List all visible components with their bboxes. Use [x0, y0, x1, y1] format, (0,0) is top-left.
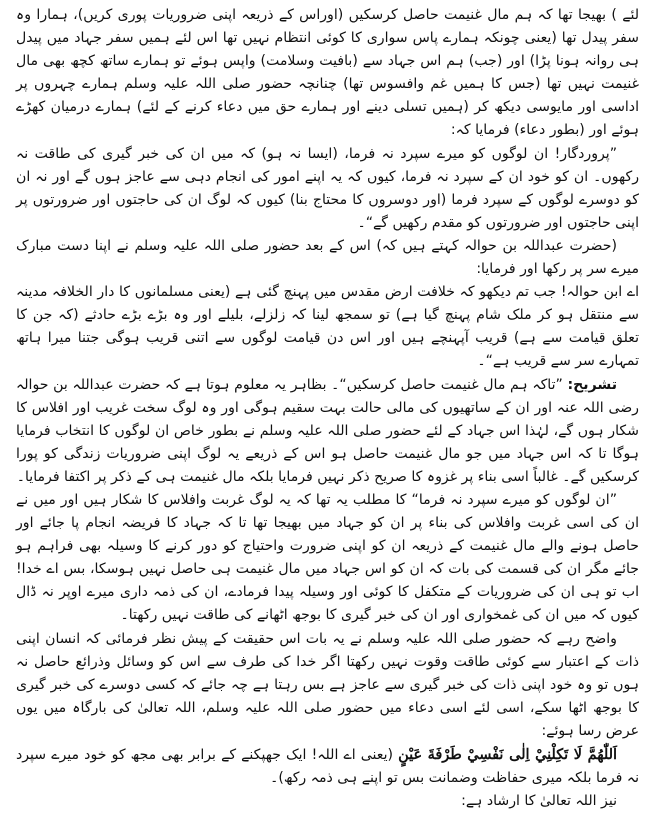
paragraph-5-explanation — [16, 374, 639, 489]
paragraph-1 — [16, 4, 639, 143]
paragraph-3-text: (حضرت عبداللہ بن حوالہ کہتے ہیں کہ) اس کے بعد حضور صلی اللہ علیہ وسلم نے اپنا دست مبارک میرے سر پر رکھا اور فرمایا: — [16, 237, 639, 278]
paragraph-2-text: ”پروردگار! ان لوگوں کو میرے سپرد نہ فرما، (ایسا نہ ہو) کہ میں ان کی خبر گیری کی طاقت نہ رکھوں۔ ان کو خود ان کے سپرد نہ فرما، کیوں کہ یہ اپنے امور کی انجام دہی سے عاجز ہوں گے اور نہ ان کو دوسرے لوگوں کے سپرد فرما (اور دوسروں کا محتاج بنا) کیوں کہ لوگ ان کی حاجتوں اور ضرورتوں پر اپنی حاجتوں اور ضرورتوں کو مقدم رکھیں گے“۔ — [16, 145, 639, 231]
paragraph-1-text: لئے ) بھیجا تھا کہ ہم مال غنیمت حاصل کرسکیں (اوراس کے ذریعہ اپنی ضروریات پوری کریں)، ہمارا وہ سفر پیدل تھا (یعنی چونکہ ہمارے پاس سواری کا کوئی انتظام نہیں تھا اس لئے ہمیں سفر جہاد میں پیدل ہی روانہ ہونا پڑا) اور (جب) ہم اس جہاد سے (بافیت وسلامت) واپس ہوئے تو ہمارے ساتھ کچھ بھی مال غنیمت نہیں تھا (جس کا ہمیں غم وافسوس تھا) چنانچہ حضور صلی اللہ علیہ وسلم ہمارے چہروں پر اداسی اور مایوسی دیکھ کر (ہمیں تسلی دینے اور ہمارے حق میں دعاء کرنے کے لئے) ہمارے درمیان کھڑے ہوئے اور (بطور دعاء) فرمایا کہ: — [16, 7, 639, 139]
paragraph-4-hadith-warning — [16, 281, 639, 373]
arabic-dua: اَللّٰهُمَّ لَا تَكِلْنِيْ اِلٰى نَفْسِيْ طَرْفَةَ عَيْنٍ — [398, 746, 618, 763]
paragraph-6-text: ”ان لوگوں کو میرے سپرد نہ فرما“ کا مطلب یہ تھا کہ یہ لوگ غربت وافلاس کا شکار ہیں اور میں نے ان کی اسی غربت وافلاس کی بناء پر ان کو جہاد میں بھیجا تھا تا کہ جہاد کا فریضہ انجام پا جائے اور حاصل ہونے والے مال غنیمت کے ذریعہ ان کو اپنی ضرورت واحتیاج کو دور کرنے کا وسیلہ بھی فراہم ہو جائے مگر ان کی قسمت کی بات کہ ان کو اس جہاد میں مال غنیمت ہی حاصل نہیں ہوسکا، بس اے خدا! اب تو ہی ان کی ضروریات کے متکفل کا کوئی اور وسیلہ پیدا فرمادے، ان کی ذمہ داری میرے اوپر نہ ڈال کیوں کہ میں ان کی غمخواری اور ان کی خبر گیری کا بوجھ اٹھانے کی طاقت نہیں رکھتا۔ — [16, 491, 639, 624]
paragraph-7-clarification — [16, 628, 639, 743]
paragraph-9-text: نیز اللہ تعالیٰ کا ارشاد ہے: — [461, 793, 617, 810]
paragraph-9-verse-intro — [16, 790, 639, 813]
paragraph-8-arabic-dua — [16, 743, 639, 790]
paragraph-7-text: واضح رہے کہ حضور صلی اللہ علیہ وسلم نے یہ بات اس حقیقت کے پیش نظر فرمائی کہ انسان اپنی ذات کے اعتبار سے کوئی طاقت وقوت نہیں رکھتا اگر خدا کی طرف سے اس کو وسائل وذرائع حاصل نہ ہوں تو وہ خود اپنی ذات کی خبر گیری سے عاجز ہے بس رہتا ہے چہ جائے کہ کسی دوسرے کی خبر گیری کا بوجھ اٹھا سکے، اسی لئے اسی دعاء میں حضور صلی اللہ علیہ وسلم، اللہ تعالیٰ کی بارگاہ میں یوں عرض رسا ہوئے: — [16, 630, 639, 739]
paragraph-8-translation: (یعنی اے اللہ! ایک جھپکنے کے برابر بھی مجھ کو خود میرے سپرد نہ فرما بلکہ میری حفاظت وضمانت بس تو اپنے ہی ذمہ رکھ)۔ — [16, 747, 639, 787]
paragraph-6-commentary — [16, 489, 639, 628]
paragraph-3-narrator-note — [16, 235, 639, 281]
paragraph-2-prayer-quote — [16, 143, 639, 235]
paragraph-5-text: ”تاکہ ہم مال غنیمت حاصل کرسکیں“۔ بظاہر یہ معلوم ہوتا ہے کہ حضرت عبداللہ بن حوالہ رضی اللہ عنہ اور ان کے ساتھیوں کی مالی حالت بہت سقیم ہوگی اور وہ لوگ سخت غریب اور افلاس کا شکار ہوں گے، لہٰذا اس جہاد کے لئے حضور صلی اللہ علیہ وسلم نے بطور خاص ان لوگوں کا انتخاب فرمایا ہوگا تا کہ اس جہاد میں جو مال غنیمت حاصل ہو اس کے ذریعے یہ لوگ اپنی ضروریات زندگی کو پورا کرسکیں گے۔ غالباً اسی بناء پر غزوہ کا صریح ذکر نہیں فرمایا بلکہ مال غنیمت ہی کے ذکر پر اکتفا فرمایا۔ — [16, 376, 639, 485]
explanation-label: تشریح: — [567, 376, 618, 393]
paragraph-4-text: اے ابن حوالہ! جب تم دیکھو کہ خلافت ارض مقدس میں پہنچ گئی ہے (یعنی مسلمانوں کا دار الخلافہ مدینہ سے منتقل ہو کر ملک شام پہنچ گیا ہے) تو سمجھ لینا کہ زلزلے، بلیلے اور وہ بڑے بڑے حادثے (کہ جن کا تعلق قیامت سے ہے) قریب آپہنچے ہیں اور اس دن قیامت لوگوں سے اتنی قریب ہوگی جتنا میرا ہاتھ تمہارے سر سے قریب ہے“۔ — [16, 284, 639, 370]
